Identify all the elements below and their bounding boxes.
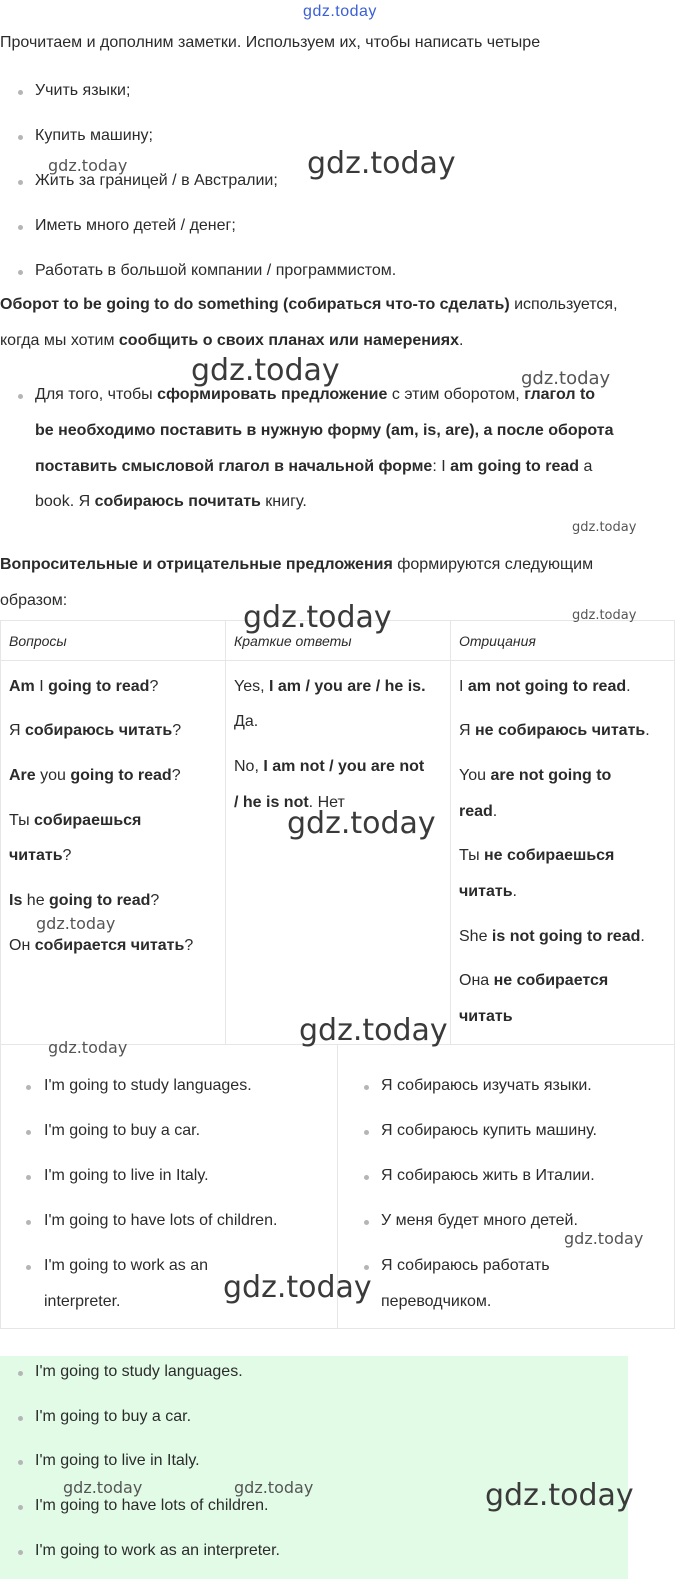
rule-text: когда мы хотим	[0, 332, 119, 349]
table-cell-text: She is not going to read.	[459, 928, 645, 945]
table-cell-text: read.	[459, 803, 498, 820]
example-en: I'm going to work as an	[44, 1257, 209, 1274]
example-en: I'm going to live in Italy.	[44, 1167, 209, 1184]
table-cell-text: Yes, I am / you are / he is.	[234, 678, 426, 695]
bullet-icon	[18, 90, 23, 95]
answer-item: I'm going to have lots of children.	[35, 1497, 269, 1514]
bullet-icon	[26, 1265, 31, 1270]
table-cell-text: Я собираюсь читать?	[9, 722, 182, 739]
bullet-icon	[18, 1371, 23, 1376]
bullet-icon	[364, 1130, 369, 1135]
watermark: gdz.today	[223, 1270, 372, 1305]
watermark: gdz.today	[521, 368, 611, 389]
bullet-icon	[18, 225, 23, 230]
table-cell-text: Are you going to read?	[9, 767, 181, 784]
table-cell-text: Да.	[234, 713, 259, 730]
bullet-icon	[18, 180, 23, 185]
intro-text: Прочитаем и дополним заметки. Используем их, чтобы написать четыре	[0, 34, 541, 51]
table-cell-text: Ты собираешься	[9, 812, 142, 829]
table-cell-text: Он собирается читать?	[9, 937, 194, 954]
note-text: Купить машину;	[35, 127, 153, 144]
rule-emphasis: сформировать предложение	[157, 386, 388, 403]
site-title[interactable]: gdz.today	[303, 3, 377, 20]
questions-text: формируются следующим	[392, 556, 594, 573]
note-text: Жить за границей / в Австралии;	[35, 172, 278, 189]
bullet-icon	[18, 270, 23, 275]
watermark: gdz.today	[485, 1478, 634, 1513]
rule-text: book. Я	[35, 493, 95, 510]
note-text: Учить языки;	[35, 82, 131, 99]
bullet-icon	[26, 1220, 31, 1225]
rule-text: книгу.	[260, 493, 307, 510]
rule-text: с этим оборотом,	[387, 386, 525, 403]
table-cell-text: Я не собираюсь читать.	[459, 722, 650, 739]
bullet-icon	[18, 1505, 23, 1510]
rule-paragraph-line1	[0, 296, 618, 314]
answer-item: I'm going to live in Italy.	[35, 1452, 200, 1469]
watermark: gdz.today	[48, 1038, 128, 1057]
watermark: gdz.today	[299, 1013, 448, 1048]
table-header-questions: Вопросы	[1, 621, 226, 661]
rule-line-4	[35, 493, 307, 511]
rule-text: a	[579, 458, 593, 475]
bullet-icon	[18, 1416, 23, 1421]
example-ru: Я собираюсь жить в Италии.	[381, 1167, 595, 1184]
watermark: gdz.today	[36, 914, 116, 933]
rule-line-2: be необходимо поставить в нужную форму (am, is, are), а после оборота	[35, 422, 614, 439]
bullet-icon	[18, 1550, 23, 1555]
questions-intro-line2: образом:	[0, 592, 68, 609]
rule-emphasis: глагол to	[524, 386, 596, 403]
bullet-icon	[364, 1085, 369, 1090]
answer-item: I'm going to buy a car.	[35, 1408, 192, 1425]
note-text: Работать в большой компании / программистом.	[35, 262, 397, 279]
example-en: interpreter.	[44, 1293, 121, 1310]
watermark: gdz.today	[234, 1478, 314, 1497]
bullet-icon	[364, 1220, 369, 1225]
bullet-icon	[26, 1130, 31, 1135]
table-cell-text: читать	[459, 1008, 513, 1025]
table-cell-text: / he is not. Нет	[234, 794, 345, 811]
bullet-icon	[364, 1175, 369, 1180]
bullet-icon	[18, 394, 23, 399]
watermark: gdz.today	[243, 600, 392, 635]
watermark: gdz.today	[287, 806, 436, 841]
column-divider	[337, 1044, 338, 1329]
table-header-short-answers: Краткие ответы	[226, 621, 451, 661]
rule-emphasis: сообщить о своих планах или намерениях	[118, 332, 459, 349]
watermark: gdz.today	[191, 353, 340, 388]
rule-text: Для того, чтобы	[35, 386, 158, 403]
watermark: gdz.today	[48, 156, 128, 175]
note-text: Иметь много детей / денег;	[35, 217, 236, 234]
rule-emphasis: поставить смысловой глагол в начальной форме	[35, 458, 433, 475]
watermark: gdz.today	[564, 1229, 644, 1248]
rule-paragraph-line2	[0, 332, 463, 350]
bullet-icon	[26, 1175, 31, 1180]
bullet-icon	[26, 1085, 31, 1090]
table-cell-text: Она не собирается	[459, 972, 609, 989]
watermark: gdz.today	[572, 608, 637, 623]
table-cell-text: I am not going to read.	[459, 678, 631, 695]
rule-line-1	[35, 386, 595, 404]
answer-item: I'm going to work as an interpreter.	[35, 1542, 280, 1559]
example-en: I'm going to have lots of children.	[44, 1212, 278, 1229]
table-cell-text: читать.	[459, 883, 517, 900]
example-ru: У меня будет много детей.	[381, 1212, 578, 1229]
column-divider	[225, 621, 226, 1044]
table-cell-text: No, I am not / you are not	[234, 758, 425, 775]
rule-text: : I	[432, 458, 451, 475]
rule-term: Оборот to be going to do something (собираться что-то сделать)	[0, 296, 510, 313]
example-ru: переводчиком.	[381, 1293, 492, 1310]
example-ru: Я собираюсь изучать языки.	[381, 1077, 592, 1094]
table-cell-text: читать?	[9, 847, 72, 864]
table-cell-text: Ты не собираешься	[459, 847, 615, 864]
answer-block	[0, 1356, 628, 1579]
example-ru: Я собираюсь купить машину.	[381, 1122, 597, 1139]
table-header-negatives: Отрицания	[451, 621, 675, 661]
rule-line-3	[35, 458, 592, 476]
rule-example: am going to read	[450, 458, 580, 475]
bullet-icon	[18, 1460, 23, 1465]
bullet-icon	[364, 1265, 369, 1270]
column-divider	[450, 621, 451, 1044]
bullet-icon	[18, 135, 23, 140]
rule-text: .	[459, 332, 464, 349]
rule-text: используется,	[509, 296, 618, 313]
watermark: gdz.today	[572, 520, 637, 535]
table-cell-text: Am I going to read?	[9, 678, 159, 695]
watermark: gdz.today	[63, 1478, 143, 1497]
example-en: I'm going to study languages.	[44, 1077, 252, 1094]
grammar-table	[0, 620, 675, 1045]
table-cell-text: Is he going to read?	[9, 892, 160, 909]
watermark: gdz.today	[307, 146, 456, 181]
example-ru: Я собираюсь работать	[381, 1257, 550, 1274]
table-cell-text: You are not going to	[459, 767, 612, 784]
questions-intro-line1	[0, 556, 593, 574]
questions-term: Вопросительные и отрицательные предложения	[0, 556, 393, 573]
rule-emphasis: собираюсь почитать	[94, 493, 261, 510]
example-en: I'm going to buy a car.	[44, 1122, 201, 1139]
answer-item: I'm going to study languages.	[35, 1363, 243, 1380]
